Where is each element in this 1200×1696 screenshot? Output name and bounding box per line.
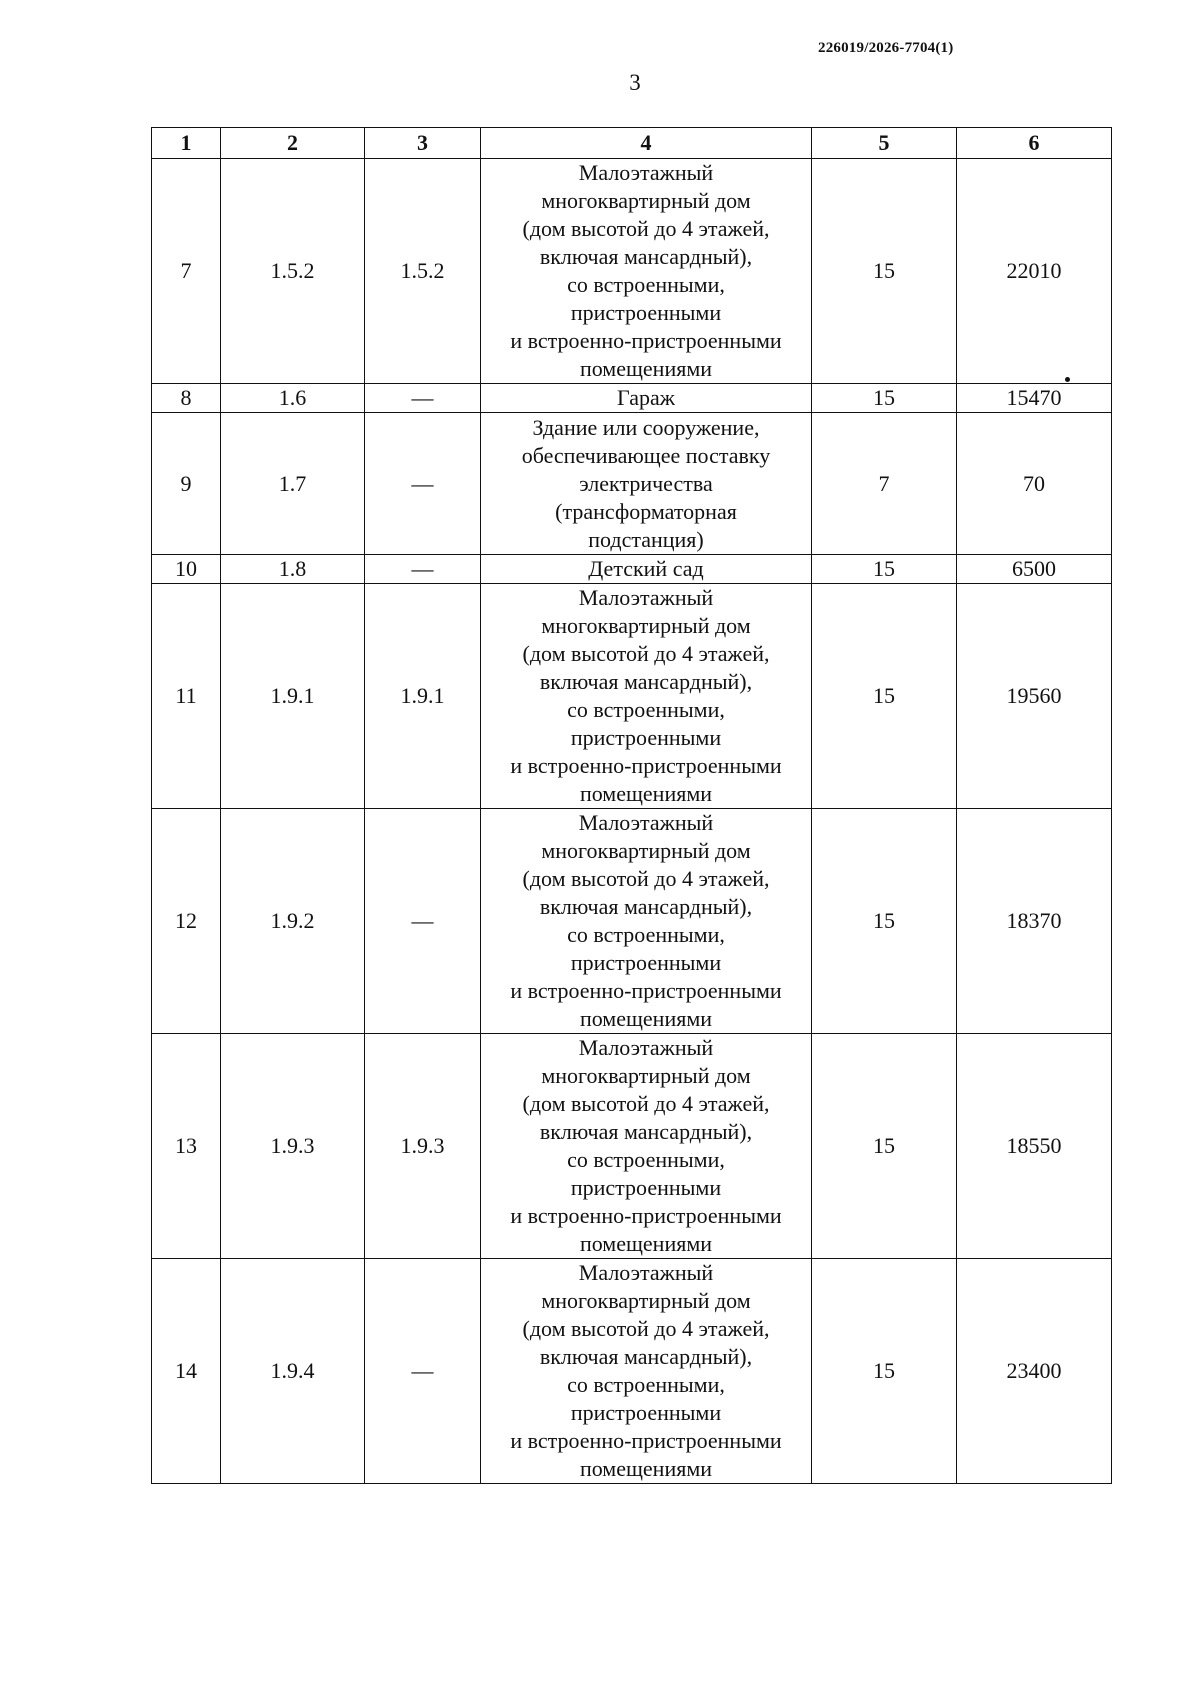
description-cell: Детский сад	[481, 555, 812, 584]
row-number-cell: 12	[152, 809, 221, 1034]
row-number-cell: 13	[152, 1034, 221, 1259]
amount-cell: 19560	[957, 584, 1112, 809]
value-cell: 7	[812, 413, 957, 555]
column-header: 3	[365, 128, 481, 159]
table-row	[152, 584, 1112, 809]
value-cell: 15	[812, 1259, 957, 1484]
value-cell: 15	[812, 584, 957, 809]
page-number: 3	[629, 70, 641, 95]
subcode-cell: —	[365, 413, 481, 555]
table-row	[152, 1034, 1112, 1259]
description-cell: Малоэтажный многоквартирный дом (дом высотой до 4 этажей, включая мансардный), со встроенными, пристроенными и встроенно-пристроенными помещениями	[481, 1259, 812, 1484]
document-code: 226019/2026-7704(1)	[818, 40, 954, 56]
value-cell: 15	[812, 809, 957, 1034]
description-cell: Малоэтажный многоквартирный дом (дом высотой до 4 этажей, включая мансардный), со встроенными, пристроенными и встроенно-пристроенными помещениями	[481, 1034, 812, 1259]
table-row	[152, 1259, 1112, 1484]
description-cell: Здание или сооружение, обеспечивающее поставку электричества (трансформаторная подстанция)	[481, 413, 812, 555]
amount-cell: 23400	[957, 1259, 1112, 1484]
code-cell: 1.9.2	[221, 809, 365, 1034]
code-cell: 1.9.1	[221, 584, 365, 809]
column-header: 5	[812, 128, 957, 159]
subcode-cell: —	[365, 555, 481, 584]
column-header: 2	[221, 128, 365, 159]
subcode-cell: 1.9.3	[365, 1034, 481, 1259]
amount-cell: 70	[957, 413, 1112, 555]
row-number-cell: 14	[152, 1259, 221, 1484]
amount-cell: 15470	[957, 384, 1112, 413]
table-row	[152, 809, 1112, 1034]
subcode-cell: —	[365, 809, 481, 1034]
description-cell: Малоэтажный многоквартирный дом (дом высотой до 4 этажей, включая мансардный), со встроенными, пристроенными и встроенно-пристроенными помещениями	[481, 584, 812, 809]
row-number-cell: 8	[152, 384, 221, 413]
subcode-cell: 1.9.1	[365, 584, 481, 809]
ink-mark	[1065, 377, 1070, 382]
column-header: 6	[957, 128, 1112, 159]
value-cell: 15	[812, 1034, 957, 1259]
code-cell: 1.8	[221, 555, 365, 584]
value-cell: 15	[812, 555, 957, 584]
amount-cell: 18550	[957, 1034, 1112, 1259]
table-row	[152, 413, 1112, 555]
description-cell: Гараж	[481, 384, 812, 413]
amount-cell: 22010	[957, 159, 1112, 384]
table-row	[152, 159, 1112, 384]
subcode-cell: —	[365, 1259, 481, 1484]
code-cell: 1.5.2	[221, 159, 365, 384]
column-header: 4	[481, 128, 812, 159]
amount-cell: 6500	[957, 555, 1112, 584]
row-number-cell: 11	[152, 584, 221, 809]
code-cell: 1.9.4	[221, 1259, 365, 1484]
value-cell: 15	[812, 159, 957, 384]
subcode-cell: 1.5.2	[365, 159, 481, 384]
code-cell: 1.6	[221, 384, 365, 413]
description-cell: Малоэтажный многоквартирный дом (дом высотой до 4 этажей, включая мансардный), со встроенными, пристроенными и встроенно-пристроенными помещениями	[481, 809, 812, 1034]
table-header-row	[152, 128, 1112, 159]
row-number-cell: 7	[152, 159, 221, 384]
code-cell: 1.7	[221, 413, 365, 555]
table-row	[152, 384, 1112, 413]
subcode-cell: —	[365, 384, 481, 413]
table-row	[152, 555, 1112, 584]
row-number-cell: 9	[152, 413, 221, 555]
description-cell: Малоэтажный многоквартирный дом (дом высотой до 4 этажей, включая мансардный), со встроенными, пристроенными и встроенно-пристроенными помещениями	[481, 159, 812, 384]
code-cell: 1.9.3	[221, 1034, 365, 1259]
row-number-cell: 10	[152, 555, 221, 584]
amount-cell: 18370	[957, 809, 1112, 1034]
column-header: 1	[152, 128, 221, 159]
data-table	[151, 127, 1112, 1484]
value-cell: 15	[812, 384, 957, 413]
